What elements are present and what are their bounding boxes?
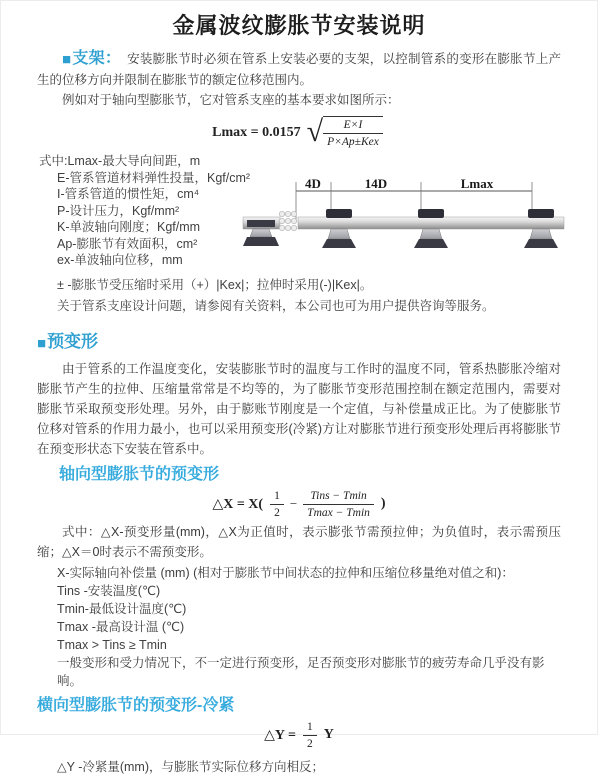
definition-item: Ap-膨胀节有效面积，cm² bbox=[57, 236, 198, 251]
lateral-explain-line: △Y -冷紧量(mm)，与膨胀节实际位移方向相反； bbox=[57, 759, 325, 774]
lateral-formula bbox=[37, 720, 561, 751]
definition-item: 式中:Lmax-最大导向间距，m bbox=[39, 154, 201, 168]
predeform-paragraph: 由于管系的工作温度变化，安装膨胀节时的温度与工作时的温度不同，管系热膨胀冷缩对膨胀节产生的拉伸、压缩量常常是不均等的，为了膨胀节变形范围控制在额定范围内，需要对膨胀节采取预变形处理。另外，由于膨账节刚度是一个定值，与补偿量成正比。为了使膨胀节位移对管系的作用力最小，也可以采用预变形(冷紧)方让对膨胀节进行预变形处理后再将膨胀节在预变形状态下安装在管系中。 bbox=[37, 361, 561, 456]
predeform-heading-label: 预变形 bbox=[47, 331, 99, 351]
axial-item: Tmax -最高设计温 (℃) bbox=[57, 619, 185, 634]
axial-formula bbox=[37, 489, 561, 520]
half-fraction bbox=[270, 489, 284, 520]
definition-item: ex-单波轴向位移，mm bbox=[57, 253, 183, 267]
square-bullet-icon: ■ bbox=[37, 334, 47, 352]
definition-item: I-管系管道的惯性矩，cm⁴ bbox=[57, 187, 200, 201]
definition-item: ± -膨胀节受压缩时采用（+）|Kex|；拉伸时采用(-)|Kex|。 bbox=[57, 277, 373, 292]
axial-items bbox=[37, 564, 561, 690]
axial-subheading: 轴向型膨胀节的预变形 bbox=[59, 465, 220, 483]
definition-item: E-管系管道材料弹性投量，Kgf/cm² bbox=[57, 170, 251, 185]
definition-item: K-单波轴向刚度；Kgf/mm bbox=[57, 220, 201, 234]
support-paragraph-text: 安装膨胀节时必须在管系上安装必要的支架，以控制管系的变形在膨胀节上产生的位移方向并限制在膨胀节的额定位移范围内。 bbox=[37, 52, 561, 87]
definition-item: P-设计压力，Kgf/mm² bbox=[57, 203, 180, 218]
definition-item: 关于管系支座设计问题，请参阅有关资料，本公司也可为用户提供咨询等服务。 bbox=[57, 299, 495, 313]
dimension-label-lmax: Lmax bbox=[460, 177, 494, 191]
fraction-numerator: Tins − Tmin bbox=[303, 489, 374, 505]
half-fraction bbox=[303, 720, 317, 751]
dimension-label-4d: 4D bbox=[305, 177, 321, 191]
dimension-label-14d: 14D bbox=[364, 177, 388, 191]
document-content bbox=[1, 49, 597, 776]
fraction-denominator: P×Ap±Kex bbox=[327, 136, 379, 148]
support-section-heading: 支架： bbox=[72, 50, 122, 67]
fraction-denominator: 2 bbox=[306, 737, 313, 750]
predeform-section-heading bbox=[37, 331, 561, 355]
pipe-main bbox=[298, 217, 564, 229]
square-bullet-icon: ■ bbox=[62, 51, 72, 68]
axial-item: 一般变形和受力情况下，不一定进行预变形，足否预变形对膨胀节的疲劳寿命几乎没有影响。 bbox=[57, 655, 545, 688]
lateral-formula-rhs: Y bbox=[323, 727, 334, 742]
support-paragraph bbox=[37, 49, 561, 90]
minus-operator: − bbox=[289, 496, 298, 511]
fraction-numerator: E×I bbox=[323, 118, 383, 134]
axial-explain-paragraph: 式中：△X-预变形量(mm)，△X为正值时，表示膨张节需预拉伸；为负值时，表示需预压缩；△X＝0时表示不需预变形。 bbox=[37, 524, 561, 559]
page-title: 金属波纹膨胀节安装说明 bbox=[172, 13, 426, 38]
fraction-denominator: Tmax − Tmin bbox=[307, 506, 370, 519]
radical-sign: √ bbox=[306, 114, 324, 148]
lateral-subheading: 横向型膨胀节的预变形-冷紧 bbox=[37, 696, 235, 714]
bellows-icon bbox=[279, 211, 296, 230]
axial-formula-close: ) bbox=[380, 496, 386, 511]
axial-item: Tmax > Tins ≥ Tmin bbox=[57, 637, 167, 652]
axial-formula-lhs: △X = X( bbox=[212, 496, 264, 512]
axial-item: X-实际轴向补偿量 (mm) (相对于膨胀节中间状态的拉伸和压缩位移量绝对值之和)： bbox=[57, 565, 514, 580]
formula-lhs: Lmax = 0.0157 bbox=[212, 124, 301, 140]
fraction-denominator: 2 bbox=[274, 506, 280, 519]
axial-item: Tmin-最低设计温度(℃) bbox=[57, 601, 187, 616]
formula-fraction bbox=[323, 116, 383, 149]
lateral-formula-lhs: △Y = bbox=[264, 727, 296, 743]
lmax-formula bbox=[37, 116, 561, 149]
axial-item: Tins -安装温度(℃) bbox=[57, 583, 161, 598]
fraction-numerator: 1 bbox=[270, 489, 284, 505]
pipe-support-diagram bbox=[239, 177, 599, 277]
temperature-fraction bbox=[303, 489, 374, 520]
pipe-support-diagram-svg bbox=[239, 177, 599, 277]
fraction-numerator: 1 bbox=[303, 720, 317, 736]
anchor-support bbox=[243, 220, 279, 246]
definitions-block bbox=[37, 153, 561, 315]
support-example-line: 例如对于轴向型膨胀节，它对管系支座的基本要求如图所示： bbox=[62, 93, 400, 107]
